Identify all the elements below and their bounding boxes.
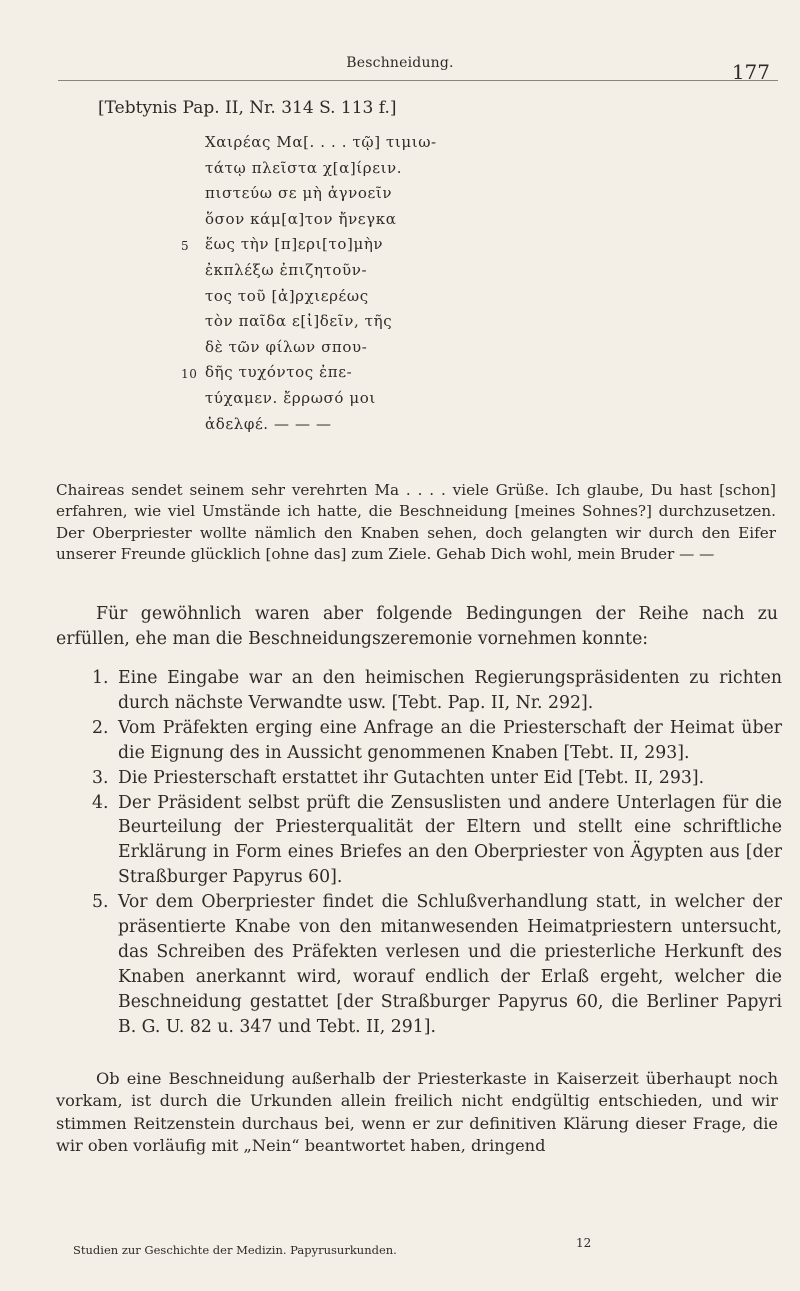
greek-papyrus-text bbox=[181, 130, 545, 437]
header-rule bbox=[58, 80, 778, 81]
condition-item bbox=[92, 791, 782, 891]
greek-line-text: τάτῳ πλεῖστα χ[α]ίρειν. bbox=[205, 158, 403, 177]
greek-line-text: ὅσον κάμ[α]τον ἤνεγκα bbox=[205, 209, 397, 228]
condition-item bbox=[92, 716, 782, 766]
condition-item bbox=[92, 890, 782, 1039]
signature-mark: 12 bbox=[576, 1236, 592, 1250]
condition-text: Die Priesterschaft erstattet ihr Gutachten unter Eid [Tebt. II, 293]. bbox=[118, 767, 705, 788]
greek-line bbox=[205, 284, 545, 310]
conditions-list bbox=[92, 666, 782, 1040]
condition-item bbox=[92, 666, 782, 716]
condition-number: 4. bbox=[92, 792, 109, 813]
line-number: 5 bbox=[181, 239, 190, 254]
greek-line-text: ἐκπλέξω ἐπιζητοῦν- bbox=[205, 260, 368, 279]
running-header-title: Beschneidung. bbox=[346, 55, 454, 71]
condition-number: 5. bbox=[92, 892, 109, 913]
greek-line-text: δὲ τῶν φίλων σπου- bbox=[205, 337, 368, 356]
greek-line bbox=[205, 309, 545, 335]
greek-line bbox=[205, 412, 545, 438]
greek-line bbox=[205, 181, 545, 207]
greek-line bbox=[205, 156, 545, 182]
greek-line bbox=[205, 335, 545, 361]
greek-line-text: τος τοῦ [ἀ]ρχιερέως bbox=[205, 286, 369, 305]
line-number: 10 bbox=[181, 367, 198, 382]
conclusion-paragraph: Ob eine Beschneidung außerhalb der Priesterkaste in Kaiserzeit überhaupt noch vorkam, ist durch die Urkunden allein freilich nicht endgültig entschieden, und wir stimmen Reitzenstein durchaus bei, wenn er zur definitiven Klärung dieser Frage, die wir oben vorläufig mit „Nein“ beantwortet haben, dringend bbox=[56, 1069, 778, 1156]
page-number: 177 bbox=[731, 60, 770, 84]
greek-line-text: ἀδελφέ. — — — bbox=[205, 414, 332, 433]
condition-item bbox=[92, 766, 782, 791]
greek-line-text: τύχαμεν. ἔρρωσό μοι bbox=[205, 388, 376, 407]
condition-text: Eine Eingabe war an den heimischen Regierungspräsidenten zu richten durch nächste Verwandte usw. [Tebt. Pap. II, Nr. 292]. bbox=[118, 668, 782, 713]
footer-note: Studien zur Geschichte der Medizin. Papyrusurkunden. bbox=[73, 1243, 397, 1257]
greek-line-text: Χαιρέας Μα[. . . . τῷ] τιμιω- bbox=[205, 133, 437, 151]
greek-line bbox=[205, 258, 545, 284]
greek-line bbox=[181, 360, 545, 386]
greek-line bbox=[205, 207, 545, 233]
source-reference: [Tebtynis Pap. II, Nr. 314 S. 113 f.] bbox=[98, 98, 397, 118]
condition-number: 1. bbox=[92, 668, 109, 688]
greek-line-text: τὸν παῖδα ε[ἰ]δεῖν, τῆς bbox=[205, 312, 393, 331]
condition-text: Vor dem Oberpriester findet die Schlußverhandlung statt, in welcher der präsentierte Knabe von den mitanwesenden Heimatpriestern untersucht, das Schreiben des Präfekten verlesen und die priesterliche Herkunft des Knaben anerkannt wird, worauf endlich der Erlaß ergeht, welcher die Beschneidung gestattet [der Straßburger Papyrus 60, die Berliner Papyri B. G. U. 82 u. 347 und Tebt. II, 291]. bbox=[118, 892, 782, 1037]
greek-line-text: δῆς τυχόντος ἐπε- bbox=[205, 363, 353, 382]
translation-paragraph: Chaireas sendet seinem sehr verehrten Ma . . . . viele Grüße. Ich glaube, Du hast [schon] erfahren, wie viel Umstände ich hatte, die Beschneidung [meines Sohnes?] durchzusetzen. Der Oberpriester wollte nämlich den Knaben sehen, doch gelangten wir durch den Eifer unserer Freunde glücklich [ohne das] zum Ziele. Gehab Dich wohl, mein Bruder — — bbox=[56, 481, 776, 563]
conditions-intro-paragraph: Für gewöhnlich waren aber folgende Bedingungen der Reihe nach zu erfüllen, ehe man die Beschneidungszeremonie vornehmen konnte: bbox=[56, 604, 778, 649]
condition-text: Vom Präfekten erging eine Anfrage an die Priesterschaft der Heimat über die Eignung des in Aussicht genommenen Knaben [Tebt. II, 293]. bbox=[118, 717, 782, 763]
greek-line-text: πιστεύω σε μὴ ἀγνοεῖν bbox=[205, 184, 393, 203]
greek-line bbox=[205, 130, 545, 156]
condition-number: 3. bbox=[92, 767, 109, 788]
greek-line bbox=[205, 386, 545, 412]
greek-line bbox=[181, 232, 545, 258]
condition-text: Der Präsident selbst prüft die Zensuslisten und andere Unterlagen für die Beurteilung der Priesterqualität der Eltern und stellt eine schriftliche Erklärung in Form eines Briefes an den Oberpriester von Ägypten aus [der Straßburger Papyrus 60]. bbox=[118, 792, 782, 888]
condition-number: 2. bbox=[92, 717, 109, 738]
greek-line-text: ἕως τὴν [π]ερι[το]μὴν bbox=[205, 235, 384, 254]
